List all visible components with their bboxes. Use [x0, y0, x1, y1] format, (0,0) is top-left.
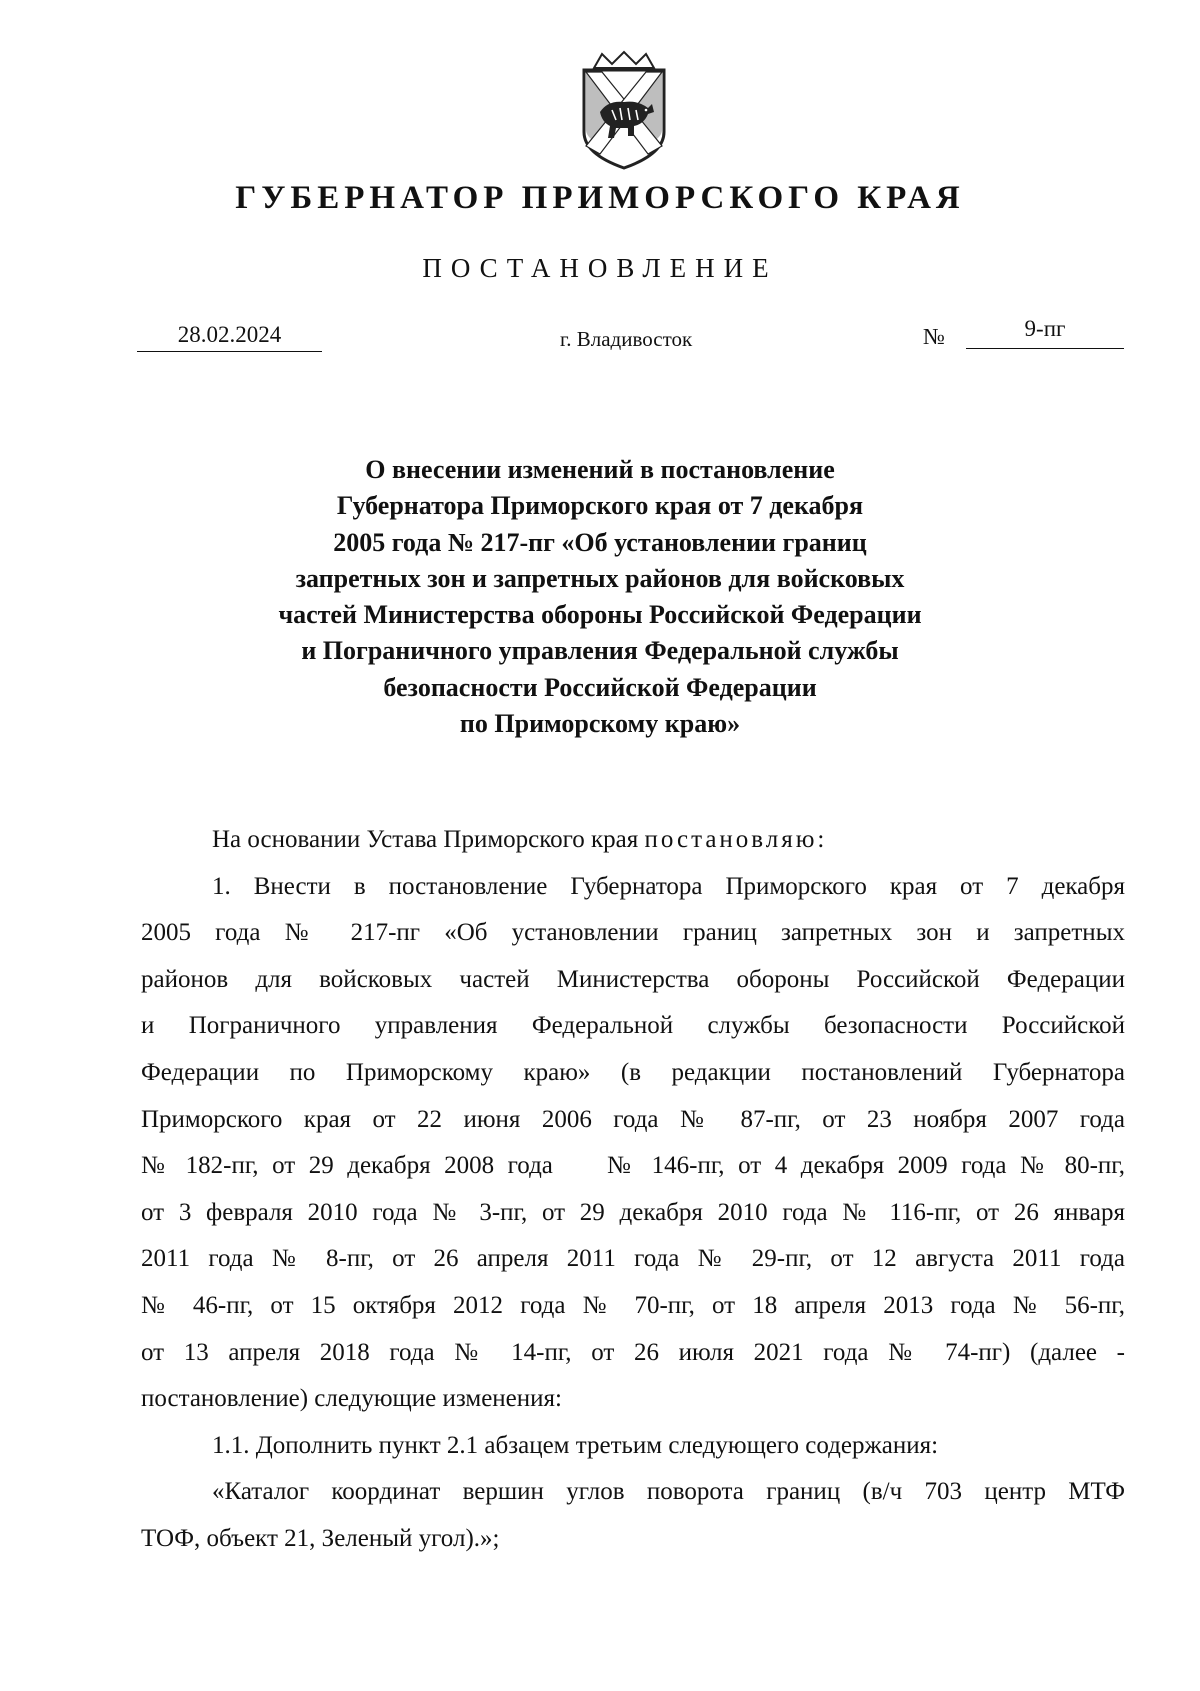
- quote-line: «Каталог координат вершин углов поворота границ (в/ч 703 центр МТФ: [212, 1478, 1125, 1506]
- document-number: 9-пг: [1024, 316, 1066, 341]
- item-1-line: 2011 года № 8-пг, от 26 апреля 2011 года № 29-пг, от 12 августа 2011 года: [141, 1245, 1125, 1273]
- subject-line: частей Министерства обороны Российской Федерации: [278, 600, 922, 630]
- preamble-paragraph: [141, 817, 1125, 864]
- document-date: 28.02.2024: [177, 322, 282, 347]
- quote-line: ТОФ, объект 21, Зеленый угол).»;: [141, 1524, 500, 1552]
- subject-line: 2005 года № 217-пг «Об установлении границ: [333, 527, 867, 557]
- document-number-field: [966, 314, 1124, 354]
- preamble-text: На основании Устава Приморского края: [212, 826, 639, 853]
- subject-line: О внесении изменений в постановление: [365, 455, 835, 484]
- preamble-action: постановляю:: [644, 826, 828, 853]
- item-1-line: № 182-пг, от 29 декабря 2008 года № 146-пг, от 4 декабря 2009 года № 80-пг,: [141, 1152, 1125, 1180]
- subject-line: по Приморскому краю»: [459, 709, 741, 739]
- item-1-line: № 46-пг, от 15 октября 2012 года № 70-пг, от 18 апреля 2013 года № 56-пг,: [141, 1291, 1125, 1319]
- date-underline: [137, 351, 322, 352]
- item-1-line: 1. Внести в постановление Губернатора Приморского края от 7 декабря: [212, 872, 1125, 900]
- subject-line: запретных зон и запретных районов для войсковых: [295, 563, 905, 593]
- coat-of-arms-emblem: [572, 50, 676, 172]
- subject-line: и Пограничного управления Федеральной службы: [301, 636, 899, 666]
- item-1-line: постановление) следующие изменения:: [141, 1385, 562, 1413]
- document-date-field: [137, 320, 322, 356]
- organization-title: ГУБЕРНАТОР ПРИМОРСКОГО КРАЯ: [235, 180, 965, 216]
- subject-line: безопасности Российской Федерации: [383, 672, 817, 702]
- document-type-heading: ПОСТАНОВЛЕНИЕ: [422, 253, 778, 283]
- item-1-line: от 3 февраля 2010 года № 3-пг, от 29 декабря 2010 года № 116-пг, от 26 января: [141, 1198, 1125, 1226]
- document-subject: [200, 452, 1000, 742]
- item-1-line: 2005 года № 217-пг «Об установлении границ запретных зон и запретных: [141, 919, 1125, 947]
- item-1-line: Федерации по Приморскому краю» (в редакции постановлений Губернатора: [141, 1058, 1125, 1086]
- document-body: [141, 817, 1125, 1563]
- item-1-line: районов для войсковых частей Министерства обороны Российской Федерации: [141, 965, 1125, 993]
- item-1-1-paragraph: 1.1. Дополнить пункт 2.1 абзацем третьим следующего содержания:: [212, 1431, 939, 1459]
- item-1-line: Приморского края от 22 июня 2006 года № 87-пг, от 23 ноября 2007 года: [141, 1105, 1125, 1133]
- item-1-line: и Пограничного управления Федеральной службы безопасности Российской: [141, 1012, 1125, 1040]
- number-underline: [966, 348, 1124, 349]
- item-1-line: от 13 апреля 2018 года № 14-пг, от 26 июля 2021 года № 74-пг) (далее -: [141, 1338, 1125, 1366]
- number-sign: №: [923, 324, 945, 349]
- subject-line: Губернатора Приморского края от 7 декабря: [336, 491, 864, 521]
- issue-city: г. Владивосток: [560, 327, 693, 351]
